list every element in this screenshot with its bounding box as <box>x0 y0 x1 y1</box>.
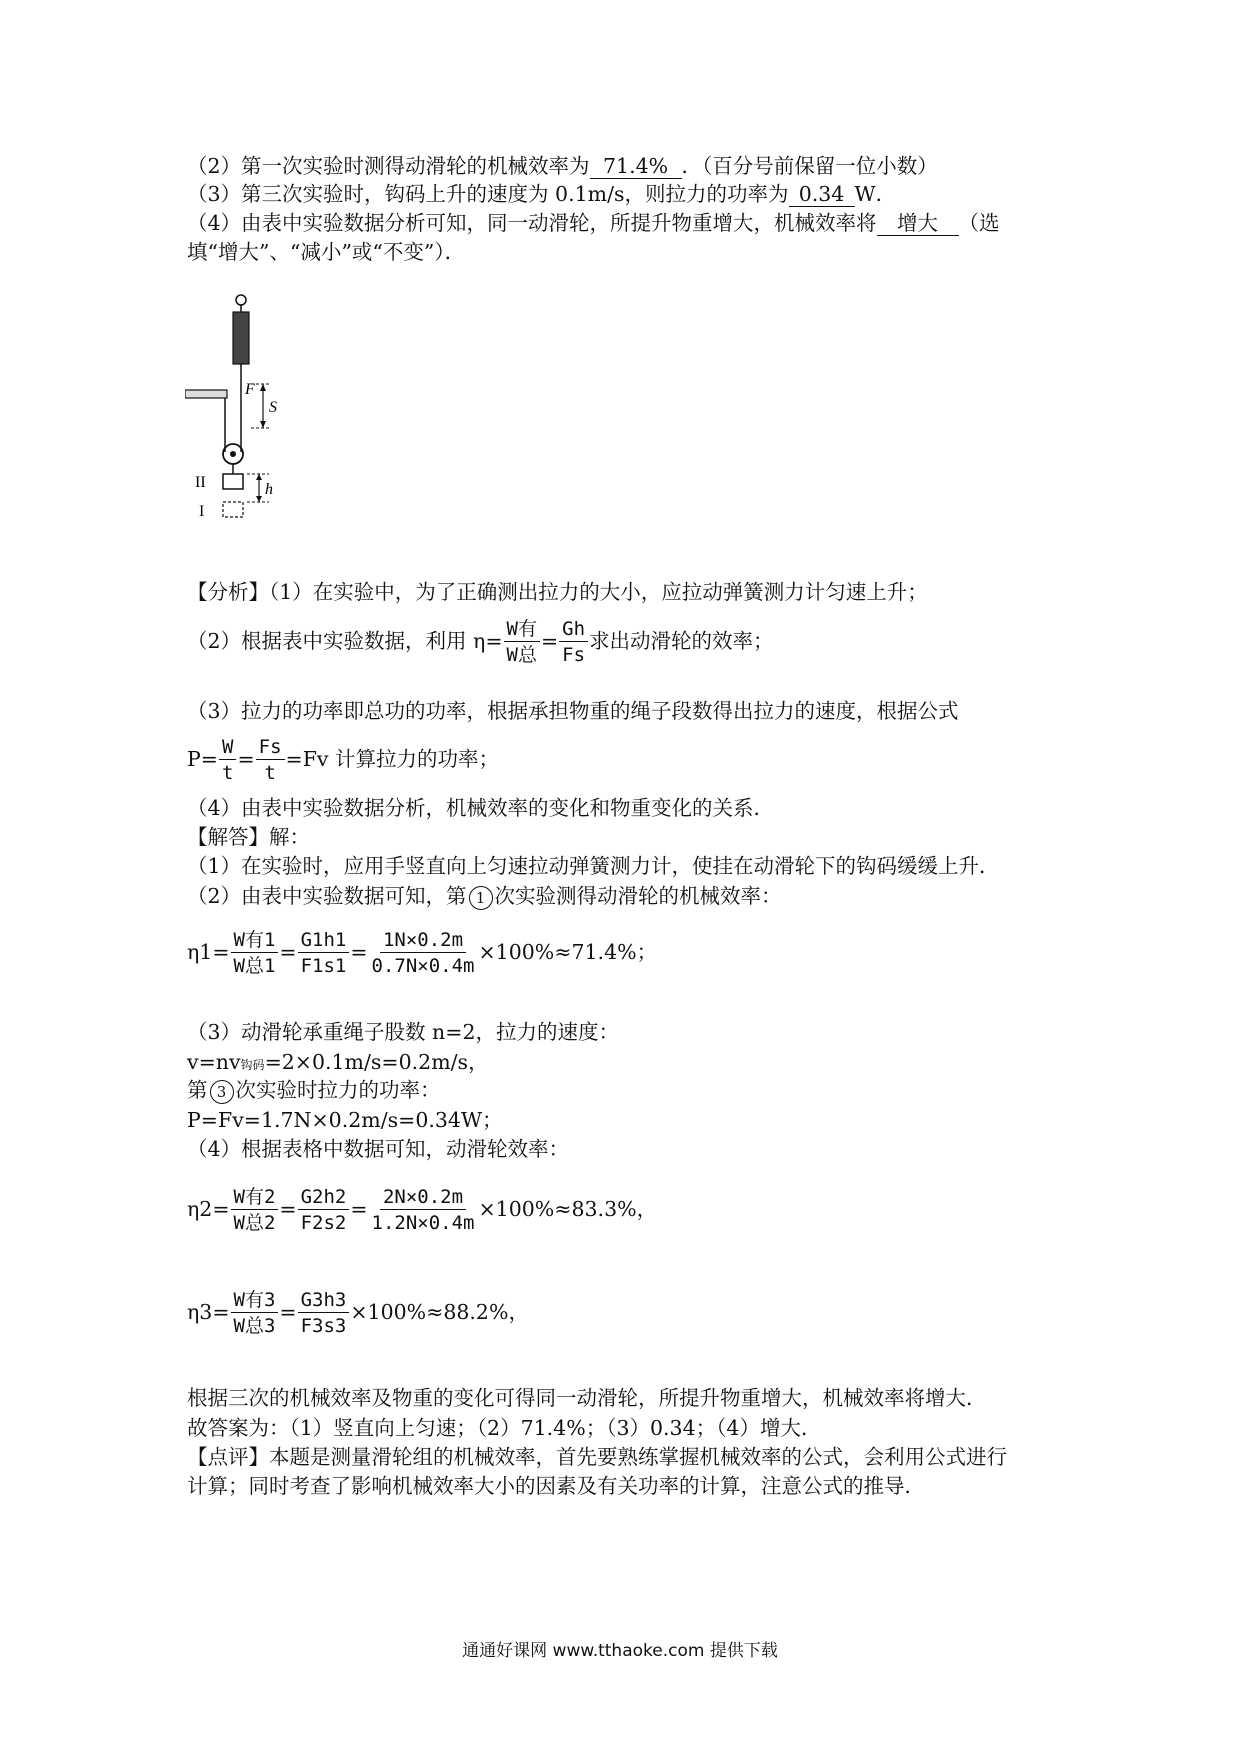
solution-line-4: （4）根据表格中数据可知，动滑轮效率： <box>187 1137 570 1161</box>
circled-number: 1 <box>469 886 493 910</box>
fraction: $\frac{2N\times 0.2m}{1.2N\times 0.4m}$ <box>371 1186 475 1234</box>
analysis-line-5: （4）由表中实验数据分析，机械效率的变化和物重变化的关系． <box>187 796 775 820</box>
answer-blank-4: 增大 <box>877 211 959 236</box>
label-II: II <box>195 474 206 491</box>
question-3: （3）第三次实验时，钩码上升的速度为 0.1m/s，则拉力的功率为 0.34 W． <box>187 182 897 206</box>
pulley-figure <box>185 292 335 562</box>
analysis-line-3: （3）拉力的功率即总功的功率，根据承担物重的绳子段数得出拉力的速度，根据公式 <box>187 699 959 723</box>
conclusion-line-2: 故答案为：（1）竖直向上匀速；（2）71.4%；（3）0.34；（4）增大． <box>187 1416 822 1440</box>
equation-eta-1: η1= $\frac{\text{W有1}}{\text{W总1}}$ = $\frac{G1h1}{F1s1}$ = $\frac{1N\times 0.2m}{0.7N\times 0.4m}$ ×100%≈71.4%； <box>187 929 658 977</box>
equation-eta-2: η2= $\frac{\text{W有2}}{\text{W总2}}$ = $\frac{G2h2}{F2s2}$ = $\frac{2N\times 0.2m}{1.2N\times 0.4m}$ ×100%≈83.3%， <box>187 1186 658 1234</box>
solution-line-3: （3）动滑轮承重绳子股数 n=2，拉力的速度： <box>187 1020 619 1044</box>
fraction: $\frac{\text{W有1}}{\text{W总1}}$ <box>231 928 279 979</box>
fraction: $\frac{W}{t}$ <box>219 735 236 786</box>
circled-number: 3 <box>210 1080 234 1104</box>
analysis-line-2: （2）根据表中实验数据，利用 η= $\frac{\text{W有}}{\text{W总}}$ = $\frac{Gh}{Fs}$ 求出动滑轮的效率； <box>187 618 774 666</box>
solution-line-1: （1）在实验时，应用手竖直向上匀速拉动弹簧测力计，使挂在动滑轮下的钩码缓缓上升． <box>187 854 1000 878</box>
label-S: S <box>269 399 277 416</box>
solution-velocity: v=nv钩码=2×0.1m/s=0.2m/s， <box>187 1050 489 1074</box>
solution-power: P=Fv=1.7N×0.2m/s=0.34W； <box>187 1108 503 1132</box>
question-2: （2）第一次实验时测得动滑轮的机械效率为 71.4% ．（百分号前保留一位小数） <box>187 154 938 178</box>
solution-line-2: （2）由表中实验数据可知，第 1 次实验测得动滑轮的机械效率： <box>187 884 782 908</box>
analysis-line-1: 【分析】（1）在实验中，为了正确测出拉力的大小，应拉动弹簧测力计匀速上升； <box>187 580 928 604</box>
fraction: $\frac{Gh}{Fs}$ <box>559 617 588 668</box>
equation-eta-3: η3= $\frac{\text{W有3}}{\text{W总3}}$ = $\frac{G3h3}{F3s3}$ ×100%≈88.2%， <box>187 1289 529 1337</box>
fraction: $\frac{G1h1}{F1s1}$ <box>298 928 350 979</box>
fraction: $\frac{\text{W有}}{\text{W总}}$ <box>504 617 540 668</box>
conclusion-line-1: 根据三次的机械效率及物重的变化可得同一动滑轮，所提升物重增大，机械效率将增大． <box>187 1386 987 1410</box>
fraction: $\frac{Fs}{t}$ <box>256 735 285 786</box>
solution-line-3b: 第 3 次实验时拉力的功率： <box>187 1078 441 1102</box>
label-h: h <box>265 481 273 498</box>
fraction: $\frac{G3h3}{F3s3}$ <box>298 1288 350 1339</box>
fraction: $\frac{G2h2}{F2s2}$ <box>298 1185 350 1236</box>
fraction: $\frac{\text{W有3}}{\text{W总3}}$ <box>231 1288 279 1339</box>
comment-line-1: 【点评】本题是测量滑轮组的机械效率，首先要熟练掌握机械效率的公式，会利用公式进行 <box>187 1445 1007 1469</box>
answer-blank-3: 0.34 <box>789 182 855 207</box>
page-footer: 通通好课网 www.tthaoke.com 提供下载 <box>462 1641 778 1661</box>
analysis-line-4: P= $\frac{W}{t}$ = $\frac{Fs}{t}$ =Fv 计算拉力的功率； <box>187 736 500 784</box>
fraction: $\frac{1N\times 0.2m}{0.7N\times 0.4m}$ <box>371 929 475 977</box>
question-4: （4）由表中实验数据分析可知，同一动滑轮，所提升物重增大，机械效率将 增大 （选 <box>187 211 1000 235</box>
comment-line-2: 计算；同时考查了影响机械效率大小的因素及有关功率的计算，注意公式的推导． <box>187 1474 925 1498</box>
answer-blank-2: 71.4% <box>590 154 682 179</box>
label-F: F <box>245 381 255 398</box>
question-4-line2: 填“增大”、“减小”或“不变”）． <box>187 240 466 264</box>
fraction: $\frac{\text{W有2}}{\text{W总2}}$ <box>231 1185 279 1236</box>
label-I: I <box>199 503 205 520</box>
solution-head: 【解答】解： <box>187 825 310 849</box>
